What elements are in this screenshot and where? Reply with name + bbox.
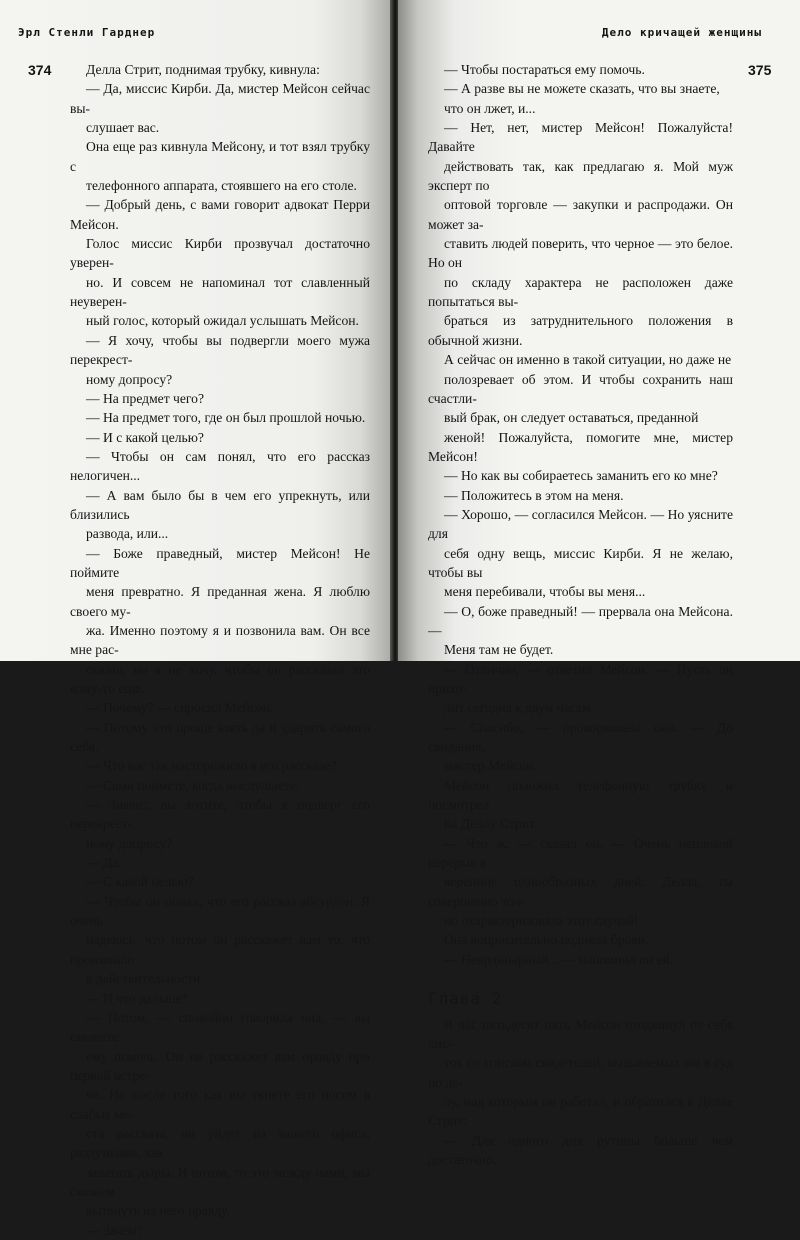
text-line: — И что дальше? [86, 990, 188, 1006]
text-line: меня перебивали, чтобы вы меня... [444, 584, 646, 600]
text-line: — Сами поймете, когда выслушаете. [86, 777, 300, 793]
text-line: — Для одного дня рутины больше чем достаточно. [428, 1132, 733, 1167]
text-line: — Неординарный... — напомнил он ей. [444, 951, 674, 967]
text-line: ставить людей поверить, что черное — это белое. Но он [428, 236, 733, 271]
text-line: — О, боже праведный! — прервала она Мейсона. — [428, 603, 733, 638]
text-line: веренице однообразных дней. Делла, ты совершенно точ- [428, 874, 733, 909]
text-line: ный голос, который ожидал услышать Мейсон. [86, 313, 359, 329]
text-line: вый брак, он следует оставаться, преданной [444, 410, 699, 426]
text-line: по складу характера не расположен даже попытаться вы- [428, 274, 733, 310]
text-line: — А вам было бы в чем его упрекнуть, или близились [70, 487, 370, 522]
text-line: — На предмет того, где он был прошлой ночью. [86, 410, 366, 426]
text-line: — Отлично, — ответил Мейсон. — Пусть он прихо- [428, 661, 733, 696]
text-line: — Боже праведный, мистер Мейсон! Не поймите [70, 545, 370, 580]
text-line: — А разве вы не можете сказать, что вы знаете, [444, 81, 720, 97]
text-line: развода, или... [86, 526, 169, 542]
text-line: меня превратно. Я преданная жена. Я люблю своего му- [70, 584, 370, 619]
text-line: полозревает об этом. И чтобы сохранить наш счастли- [428, 371, 733, 406]
text-line: браться из затруднительного положения в обычной жизни. [428, 313, 733, 348]
text-line: себя одну вещь, миссис Кирби. Я не желаю, чтобы вы [428, 545, 733, 580]
text-line: — Добрый день, с вами говорит адвокат Перри Мейсон. [70, 197, 370, 232]
right-page-number: 375 [748, 62, 772, 78]
text-line: А сейчас он именно в такой ситуации, но даже не [444, 352, 732, 368]
text-line: В час пятьдесят пять Мейсон отодвинул от себя лис- [428, 1016, 733, 1051]
text-line: — Нет, нет, мистер Мейсон! Пожалуйста! Давайте [428, 120, 733, 155]
text-line: вытянуть из него правду. [86, 1203, 230, 1219]
text-line: Она вопросительно подняла брови. [444, 932, 649, 948]
text-line: — С какой целью? [86, 874, 194, 890]
right-running-head: Дело кричащей женщины [601, 26, 762, 39]
left-page-number: 374 [28, 62, 52, 78]
text-line: дит сегодня к двум часам. [444, 700, 594, 716]
text-line: на Деллу Стрит. [444, 816, 538, 832]
text-line: — Да, миссис Кирби. Да, мистер Мейсон сейчас вы- [70, 81, 370, 116]
text-line: но охарактеризовала этот случай! [444, 913, 639, 929]
text-line: — Что вас так насторожило в его рассказе? [86, 758, 337, 774]
text-line: залатать дыры. И потом, то это между нами, мы сможем [70, 1164, 370, 1199]
text-line: — Хорошо, — согласился Мейсон. — Но уясните для [428, 506, 733, 542]
text-line: слушает вас. [86, 120, 160, 136]
text-line: жа. Именно поэтому я и позвонила вам. Он все мне рас- [70, 622, 370, 658]
text-line: телефонного аппарата, стоявшего на его столе. [86, 178, 357, 194]
text-line: — Положитесь в этом на меня. [444, 487, 624, 503]
right-page-text [428, 60, 733, 1169]
text-line: сказал, но я не хочу, чтобы он рассказал это кому-то еще. [70, 661, 370, 696]
chapter-title: Глава 2 [428, 989, 503, 1009]
text-line: Голос миссис Кирби прозвучал достаточно уверен- [70, 236, 370, 271]
chapter-paragraphs [428, 1015, 733, 1170]
text-line: оптовой торговле — закупки и распродажи. Он может за- [428, 197, 733, 232]
text-line: — На предмет чего? [86, 390, 204, 406]
text-line: — Потом, — спокойно говорила она, — вы сможете [70, 1009, 370, 1045]
text-line: — Чтобы он понял, что его рассказ абсурден. Я очень [70, 893, 370, 929]
left-page [0, 0, 392, 1238]
text-line: действовать так, как предлагаю я. Мой муж эксперт по [428, 158, 733, 194]
right-page [398, 0, 800, 1167]
text-line: — Значит, вы хотите, чтобы я подверг его перекрест- [70, 797, 370, 832]
right-page-paragraphs [428, 60, 733, 969]
text-line: женой! Пожалуйста, помогите мне, мистер Мейсон! [428, 429, 733, 464]
text-line: — Потому что проще взять да и ударить самого себя. [70, 719, 370, 755]
left-page-text [70, 60, 370, 1240]
text-line: ному допросу? [86, 835, 173, 851]
text-line: Она еще раз кивнула Мейсону, и тот взял трубку с [70, 139, 370, 174]
text-line: ста рассказа, он уйдет из вашего офиса, раздумывая, как [70, 1125, 370, 1161]
text-line: Делла Стрит, поднимая трубку, кивнула: [86, 62, 320, 77]
text-line: — Что ж, — сказал он. — Очень неплохой перерыв в [428, 835, 733, 871]
text-line: — Да. [86, 855, 122, 871]
text-line: ему помочь. Он не расскажет вам правду при первой встре- [70, 1048, 370, 1083]
left-running-head: Эрл Стенли Гарднер [18, 26, 156, 39]
text-line: но. И совсем не напоминал тот славленный неуверен- [70, 274, 370, 310]
text-line: что он лжет, и... [444, 100, 536, 116]
text-line: ток со списком свидетелей, вызываемых им в суд по де- [428, 1055, 733, 1090]
text-line: — Почему? — спросил Мейсон. [86, 700, 274, 716]
text-line: ному допросу? [86, 371, 173, 387]
text-line: — И с какой целью? [86, 429, 204, 445]
text-line: Меня там не будет. [444, 642, 554, 658]
text-line: мистер Мейсон. [444, 758, 537, 774]
text-line: — Спасибо, — проворковала она. — До свидания, [428, 719, 733, 755]
text-line: лу, над которым он работал, и обратился к Делле Стрит: [428, 1093, 733, 1129]
text-line: — Чтобы постараться ему помочь. [444, 62, 645, 77]
text-line: Мейсон положил телефонную трубку и посмотрел [428, 777, 733, 813]
text-line: надеюсь, что потом он расскажет вам то, что произошло [70, 932, 370, 967]
text-line: — Я хочу, чтобы вы подвергли моего мужа перекрест- [70, 332, 370, 368]
text-line: — Зачем? [86, 1222, 143, 1238]
text-line: в действительности. [86, 971, 204, 987]
text-line: — Чтобы он сам понял, что его рассказ нелогичен... [70, 448, 370, 484]
text-line: — Но как вы собираетесь заманить его ко мне? [444, 468, 718, 484]
text-line: че. Но после того как вы ткнете его носом в слабые ме- [70, 1087, 370, 1122]
